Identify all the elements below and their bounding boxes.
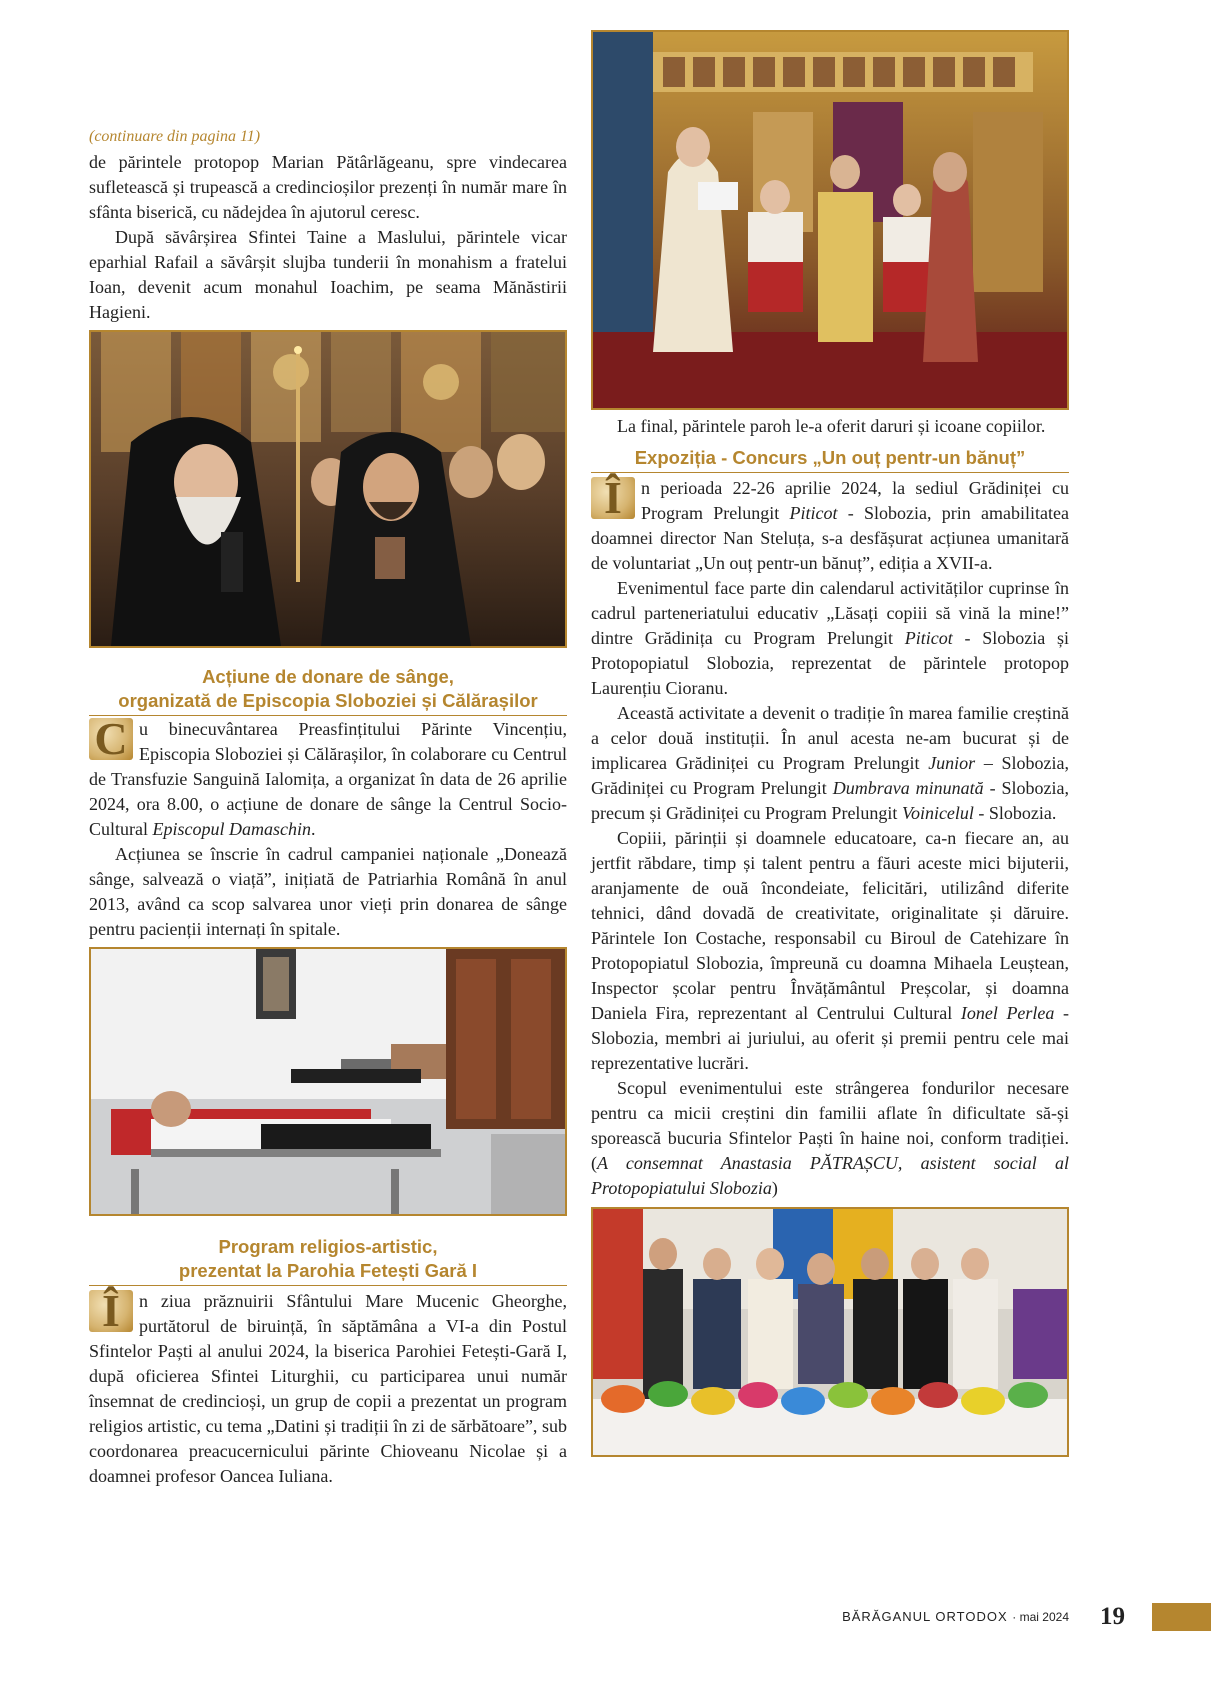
expo-paragraph-2: Evenimentul face parte din calendarul activităților cuprinse în cadrul parteneriatului educativ „Lăsați copiii să vină la mine!” dintre Grădinița cu Program Prelungit Piticot - Slobozia și Protopopiatul Slobozia, reprezentat de părintele protopop Laurențiu Cioranu.: [591, 578, 1069, 698]
expo-paragraph-3: Această activitate a devenit o tradiție în marea familie creștină a celor două instituții. În anul acesta ne-am bucurat și de implicarea Grădiniței cu Program Prelungit Junior – Slobozia, Grădiniței cu Program Prelungit Dumbrava minunată - Slobozia, precum și Grădiniței cu Program Prelungit Voinicelul - Slobozia.: [591, 703, 1069, 823]
photo-blood-donation: [89, 947, 567, 1216]
dropcap-c: C: [89, 718, 133, 760]
article-title-exhibition: Expoziția - Concurs „Un ouț pentr-un bănuț”: [591, 446, 1069, 473]
left-column: [89, 125, 567, 1489]
right-column: [591, 30, 1069, 1457]
photo-children-program: [591, 30, 1069, 410]
article-body-exhibition: Î n perioada 22-26 aprilie 2024, la sediul Grădiniței cu Program Prelungit Piticot - Slobozia, prin amabilitatea doamnei director Nan Steluța, s-a desfășurat acțiunea umanitară de voluntariat „Un ouț pentr-un bănuț”, ediția a XVII-a. Evenimentul face parte din calendarul activităților cuprinse în cadrul parteneriatului educativ „Lăsați copiii să vină la mine!” dintre Grădinița cu Program Prelungit Piticot - Slobozia și Protopopiatul Slobozia, reprezentat de părintele protopop Laurențiu Cioranu. Această activitate a devenit o tradiție în marea familie creștină a celor două instituții. În anul acesta ne-am bucurat și de implicarea Grădiniței cu Program Prelungit Junior – Slobozia, Grădiniței cu Program Prelungit Dumbrava minunată - Slobozia, precum și Grădiniței cu Program Prelungit Voinicelul - Slobozia. Copiii, părinții și doamnele educatoare, ca-n fiecare an, au jertfit răbdare, timp și talent pentru a făuri aceste mici bijuterii, aranjamente de ouă încondeiate, felicitări, utilizând diferite tehnici, dând dovadă de creativitate, originalitate și dăruire. Părintele Ion Costache, responsabil cu Biroul de Catehizare în Protopopiatul Slobozia, împreună cu doamna Mihaela Leuștean, Inspector școlar pentru Învățământul Preșcolar, și doamna Daniela Fira, reprezentant al Centrului Cultural Ionel Perlea - Slobozia, membri ai juriului, au oferit și premii pentru cele mai reprezentative lucrări. Scopul evenimentului este strângerea fondurilor necesare pentru ca micii creștini din familii aflate în dificultate să-și sporească bucuria Sfintelor Paști în haine noi, conform tradiției. (A consemnat Anastasia PĂTRAȘCU, asistent social al Protopopiatului Slobozia): [591, 476, 1069, 1201]
article-title-blood-donation: Acțiune de donare de sânge, organizată de Episcopia Sloboziei și Călărașilor: [89, 665, 567, 716]
intro-paragraph-2: După săvârșirea Sfintei Taine a Maslului, părintele vicar eparhial Rafail a săvârșit slujba tunderii în monahism a fratelui Ioan, devenit acum monahul Ioachim, pe seama Mănăstirii Hagieni.: [89, 227, 567, 322]
article-body-blood-donation: C u binecuvântarea Preasfințitului Părinte Vincențiu, Episcopia Sloboziei și Călărașilor, în colaborare cu Centrul de Transfuzie Sanguină Ialomița, a organizat în data de 26 aprilie 2024, ora 8.00, o acțiune de donare de sânge la Centrul Socio-Cultural Episcopul Damaschin. Acțiunea se înscrie în cadrul campaniei naționale „Donează sânge, salvează o viață”, inițiată de Patriarhia Română în anul 2013, având ca scop salvarea unor vieți prin donarea de sânge pentru pacienții internați în spitale.: [89, 717, 567, 942]
expo-paragraph-5: Scopul evenimentului este strângerea fondurilor necesare pentru ca micii creștini din familii aflate în dificultate să-și sporească bucuria Sfintelor Paști în haine noi, conform tradiției. (A consemnat Anastasia PĂTRAȘCU, asistent social al Protopopiatului Slobozia): [591, 1078, 1069, 1198]
expo-paragraph-4: Copiii, părinții și doamnele educatoare, ca-n fiecare an, au jertfit răbdare, timp și talent pentru a făuri aceste mici bijuterii, aranjamente de ouă încondeiate, felicitări, utilizând diferite tehnici, dând dovadă de creativitate, originalitate și dăruire. Părintele Ion Costache, responsabil cu Biroul de Catehizare în Protopopiatul Slobozia, împreună cu doamna Mihaela Leuștean, Inspector școlar pentru Învățământul Preșcolar, și doamna Daniela Fira, reprezentant al Centrului Cultural Ionel Perlea - Slobozia, membri ai juriului, au oferit și premii pentru cele mai reprezentative lucrări.: [591, 828, 1069, 1073]
blood-paragraph-2: Acțiunea se înscrie în cadrul campaniei naționale „Donează sânge, salvează o viață”, inițiată de Patriarhia Română în anul 2013, având ca scop salvarea unor vieți prin donarea de sânge pentru pacienții internați în spitale.: [89, 844, 567, 939]
article-title-program: Program religios-artistic, prezentat la Parohia Fetești Gară I: [89, 1235, 567, 1286]
publication-name: BĂRĂGANUL ORTODOX · mai 2024: [842, 1609, 1069, 1624]
page-number: 19: [1100, 1603, 1125, 1630]
final-paragraph: La final, părintele paroh le-a oferit daruri și icoane copiilor.: [617, 416, 1046, 436]
photo-exhibition-group: [591, 1207, 1069, 1457]
page-footer: [0, 1603, 1211, 1631]
intro-paragraph-1: de părintele protopop Marian Pătârlăgeanu, spre vindecarea sufletească și trupească a credincioșilor prezenți în număr mare în sfânta biserică, cu nădejdea în ajutorul ceresc.: [89, 152, 567, 222]
footer-accent-bar: [1152, 1603, 1211, 1631]
dropcap-i: Î: [89, 1290, 133, 1332]
photo-tonsure-ceremony: [89, 330, 567, 648]
dropcap-i-expo: Î: [591, 477, 635, 519]
article-body-program: Î n ziua prăznuirii Sfântului Mare Mucenic Gheorghe, purtătorul de biruință, în săptămâna a VI-a din Postul Sfintelor Paști al anului 2024, la biserica Parohiei Fetești-Gară I, după oficierea Sfintei Liturghii, cu participarea unui număr însemnat de credincioși, un grup de copii a prezentat un program religios artistic, cu tema „Datini și tradiții în zi de sărbătoare”, sub coordonarea preacucernicului părinte Chioveanu Nicolae și a doamnei profesor Oancea Iuliana.: [89, 1285, 567, 1486]
continuation-note: (continuare din pagina 11): [89, 128, 261, 145]
